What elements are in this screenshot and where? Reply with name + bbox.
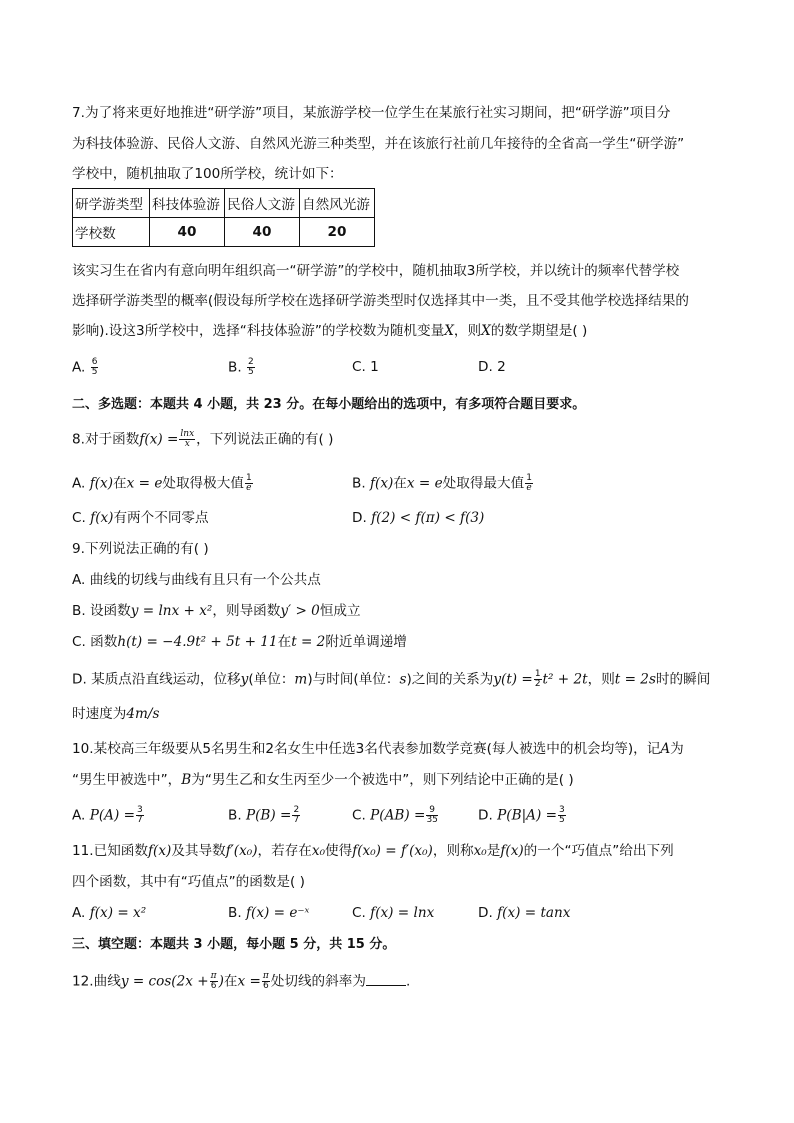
q9-stem: 9.下列说法正确的有( )	[72, 541, 209, 557]
option-text: ，则导函数	[212, 603, 281, 619]
variable-a: A	[660, 741, 671, 757]
math-expr: f(x)	[500, 843, 524, 859]
q7-line4: 该实习生在省内有意向明年组织高一“研学游”的学校中，随机抽取3所学校，并以统计的频率代替学校	[72, 263, 680, 279]
q11-option-c	[352, 904, 434, 922]
fraction-numerator: 2	[247, 357, 254, 367]
q11-option-a	[72, 904, 146, 922]
q9-option-d-line2	[72, 705, 159, 723]
math-expr: f(x) = x²	[89, 905, 147, 921]
fraction	[91, 358, 99, 377]
option-text: 处取得最大值	[442, 475, 525, 492]
q8-option-a	[72, 474, 254, 493]
q7-line1: 7.为了将来更好地推进“研学游”项目，某旅游学校一位学生在某旅行社实习期间，把“研学游”项目分	[72, 105, 671, 121]
option-text: )之间的关系为	[406, 671, 494, 688]
math-expr: y(t) =	[493, 671, 533, 688]
option-text: 时速度为	[72, 706, 127, 722]
fraction-numerator: 1	[534, 669, 541, 679]
math-expr: h(t) = −4.9t² + 5t + 11	[117, 634, 278, 650]
table-header-cell: 自然风光游	[300, 189, 375, 218]
fraction	[525, 474, 533, 493]
q7-option-a	[72, 358, 99, 377]
fraction	[262, 972, 270, 991]
option-text: B. 设函数	[72, 603, 131, 619]
fraction-denominator: 5	[91, 367, 98, 377]
math-expr: f′(x₀)	[225, 843, 258, 859]
table-cell: 学校数	[73, 218, 150, 247]
fraction	[179, 430, 195, 449]
math-expr: f(x) = tanx	[497, 905, 571, 921]
math-expr: f(x)	[90, 510, 114, 526]
q7-line2: 为科技体验游、民俗人文游、自然风光游三种类型，并在该旅行社前几年接待的全省高一学生“研学游”	[72, 136, 685, 152]
q11-option-d	[478, 904, 570, 922]
option-text: )与时间(单位：	[307, 671, 400, 688]
q8-suffix: ，下列说法正确的有( )	[196, 431, 334, 448]
q7-option-b	[228, 358, 256, 377]
fraction-numerator: 2	[293, 805, 300, 815]
math-expr: x₀	[473, 843, 487, 859]
option-text: 在	[113, 475, 127, 492]
option-text: D. 某质点沿直线运动，位移	[72, 671, 241, 688]
q9-option-d	[72, 670, 710, 689]
math-expr: P(B|A) =	[497, 807, 557, 824]
math-expr: y = cos(2x +	[120, 973, 209, 990]
fraction-numerator: π	[262, 971, 269, 981]
q11-text: ，则称	[432, 843, 474, 859]
q8-option-d	[352, 509, 484, 527]
fraction-denominator: 7	[137, 815, 143, 825]
math-expr: f(2) < f(π) < f(3)	[371, 510, 485, 526]
option-text: 有两个不同零点	[113, 510, 209, 526]
math-expr: y	[240, 671, 249, 688]
q10-text: 为“男生乙和女生丙至少一个被选中”，则下列结论中正确的是( )	[191, 772, 574, 788]
q11-text: ，若存在	[257, 843, 312, 859]
fraction-denominator: 5	[247, 367, 254, 377]
fraction-denominator: e	[526, 483, 532, 493]
option-label: A.	[72, 475, 86, 492]
q7-option-d: D. 2	[478, 359, 506, 375]
option-label: D.	[478, 905, 493, 921]
q7-line6-text: 的数学期望是( )	[490, 323, 588, 339]
fraction-numerator: 6	[91, 357, 98, 367]
fraction	[247, 358, 255, 377]
option-text: ，则	[587, 671, 615, 688]
q7-line5: 选择研学游类型的概率(假设每所学校在选择研学游类型时仅选择其中一类，且不受其他学校选择结果的	[72, 293, 690, 309]
option-label: D.	[478, 807, 493, 824]
table-cell: 20	[300, 218, 375, 247]
q8-option-b	[352, 474, 534, 493]
q10-option-c	[352, 806, 439, 825]
fraction	[426, 806, 437, 825]
math-expr: x =	[237, 973, 261, 990]
math-expr: t = 2	[291, 634, 326, 650]
fraction-denominator: 6	[210, 981, 217, 991]
option-label: A.	[72, 905, 86, 921]
section-2-heading: 二、多选题：本题共 4 小题，共 23 分。在每小题给出的选项中，有多项符合题目要求。	[72, 397, 586, 412]
q12-stem	[72, 972, 410, 991]
math-expr: m	[294, 671, 308, 688]
option-label: D.	[352, 510, 367, 526]
fraction-numerator: 3	[558, 805, 565, 815]
q10-option-a	[72, 806, 145, 825]
option-label: C.	[352, 905, 366, 921]
math-expr: x = e	[406, 475, 443, 492]
fraction-denominator: x	[184, 439, 190, 449]
q11-text: 的一个“巧值点”给出下列	[523, 843, 674, 859]
q7-stats-table	[72, 188, 375, 247]
option-label: B.	[228, 807, 242, 824]
fraction	[136, 806, 144, 825]
q10-line1	[72, 740, 684, 758]
math-expr: 4m/s	[126, 706, 160, 722]
math-expr: t² + 2t	[542, 671, 588, 688]
option-text: (单位：	[248, 671, 295, 688]
fraction-numerator: 1	[526, 473, 532, 483]
math-expr: P(A) =	[89, 807, 136, 824]
q11-text: 及其导数	[171, 843, 226, 859]
fraction	[245, 474, 253, 493]
q10-line2	[72, 771, 574, 789]
fraction-numerator: lnx	[180, 429, 195, 439]
fraction	[558, 806, 566, 825]
option-label: B.	[228, 905, 242, 921]
fraction	[292, 806, 300, 825]
math-expr: y = lnx + x²	[130, 603, 213, 619]
table-header-cell: 研学游类型	[73, 189, 150, 218]
fraction-denominator: 5	[558, 815, 565, 825]
math-expr: f(x) = lnx	[370, 905, 435, 921]
q10-text: 为	[670, 741, 684, 757]
variable-x: X	[444, 323, 454, 339]
fraction	[210, 972, 218, 991]
fraction-denominator: 2	[534, 679, 541, 689]
fraction-denominator: 6	[262, 981, 269, 991]
q9-option-a: A. 曲线的切线与曲线有且只有一个公共点	[72, 572, 321, 588]
option-text: 处取得极大值	[162, 475, 244, 492]
q7-line3: 学校中，随机抽取了100所学校，统计如下：	[72, 166, 343, 182]
math-expr: f(x₀) = f′(x₀)	[352, 843, 433, 859]
fraction-numerator: π	[210, 971, 217, 981]
option-text: 恒成立	[319, 603, 361, 619]
q8-option-c	[72, 509, 209, 527]
option-text: 在	[277, 634, 292, 650]
math-expr: )	[218, 973, 224, 990]
fraction	[534, 670, 542, 689]
q8-prefix: 8.对于函数	[72, 431, 140, 448]
q10-option-d	[478, 806, 567, 825]
option-text: 时的瞬间	[655, 671, 711, 688]
table-row	[73, 218, 375, 247]
answer-blank[interactable]	[366, 973, 406, 986]
q7-line6	[72, 322, 587, 340]
math-expr: f(x)	[369, 475, 394, 492]
table-header-cell: 民俗人文游	[225, 189, 300, 218]
option-label: B.	[352, 475, 366, 492]
q12-text: 12.曲线	[72, 973, 121, 990]
q11-text: 使得	[325, 843, 353, 859]
q12-text: 在	[223, 973, 238, 990]
math-expr: P(B) =	[245, 807, 292, 824]
fraction-denominator: e	[246, 483, 252, 493]
table-cell: 40	[150, 218, 225, 247]
math-expr: s	[399, 671, 407, 688]
q10-text: “男生甲被选中”，	[72, 772, 182, 788]
q9-option-b	[72, 602, 361, 620]
q12-text: .	[405, 973, 411, 990]
q11-line1	[72, 842, 674, 860]
math-expr: t = 2s	[614, 671, 656, 688]
variable-x: X	[481, 323, 491, 339]
table-cell: 40	[225, 218, 300, 247]
fraction-denominator: 7	[293, 815, 300, 825]
math-expr: x₀	[311, 843, 326, 859]
option-text: C. 函数	[72, 634, 118, 650]
q7-option-c: C. 1	[352, 359, 379, 375]
q8-function: f(x) =	[139, 431, 179, 448]
q11-line2: 四个函数，其中有“巧值点”的函数是( )	[72, 874, 305, 890]
q7-line6-text: ，则	[453, 323, 482, 339]
q9-option-c	[72, 633, 407, 651]
option-label: A.	[72, 807, 86, 824]
q11-text: 是	[486, 843, 501, 859]
option-text: 在	[393, 475, 407, 492]
math-expr: f(x) = e⁻ˣ	[245, 905, 310, 921]
q11-option-b	[228, 904, 309, 922]
math-expr: x = e	[126, 475, 163, 492]
table-row	[73, 189, 375, 218]
math-expr: f(x)	[148, 843, 172, 859]
fraction-numerator: 3	[137, 805, 143, 815]
table-header-cell: 科技体验游	[150, 189, 225, 218]
section-3-heading: 三、填空题：本题共 3 小题，每小题 5 分，共 15 分。	[72, 937, 396, 952]
variable-b: B	[181, 772, 192, 788]
option-label: C.	[72, 510, 86, 526]
option-text: 附近单调递增	[325, 634, 407, 650]
q10-option-b	[228, 806, 301, 825]
fraction-denominator: 35	[426, 815, 438, 825]
q10-text: 10.某校高三年级要从5名男生和2名女生中任选3名代表参加数学竞赛(每人被选中的机会均等)，记	[72, 741, 661, 757]
fraction-numerator: 9	[426, 806, 437, 816]
q7-line6-text: 影响).设这3所学校中，选择“科技体验游”的学校数为随机变量	[72, 323, 445, 339]
q11-text: 11.已知函数	[72, 843, 148, 859]
option-label: B.	[228, 359, 242, 376]
math-expr: y′ > 0	[280, 603, 320, 619]
fraction-numerator: 1	[245, 473, 252, 483]
option-label: C.	[352, 807, 366, 824]
q12-text: 处切线的斜率为	[270, 973, 366, 990]
math-expr: f(x)	[89, 475, 114, 492]
math-expr: P(AB) =	[370, 807, 426, 824]
q8-stem	[72, 430, 333, 449]
option-label: A.	[72, 359, 86, 376]
